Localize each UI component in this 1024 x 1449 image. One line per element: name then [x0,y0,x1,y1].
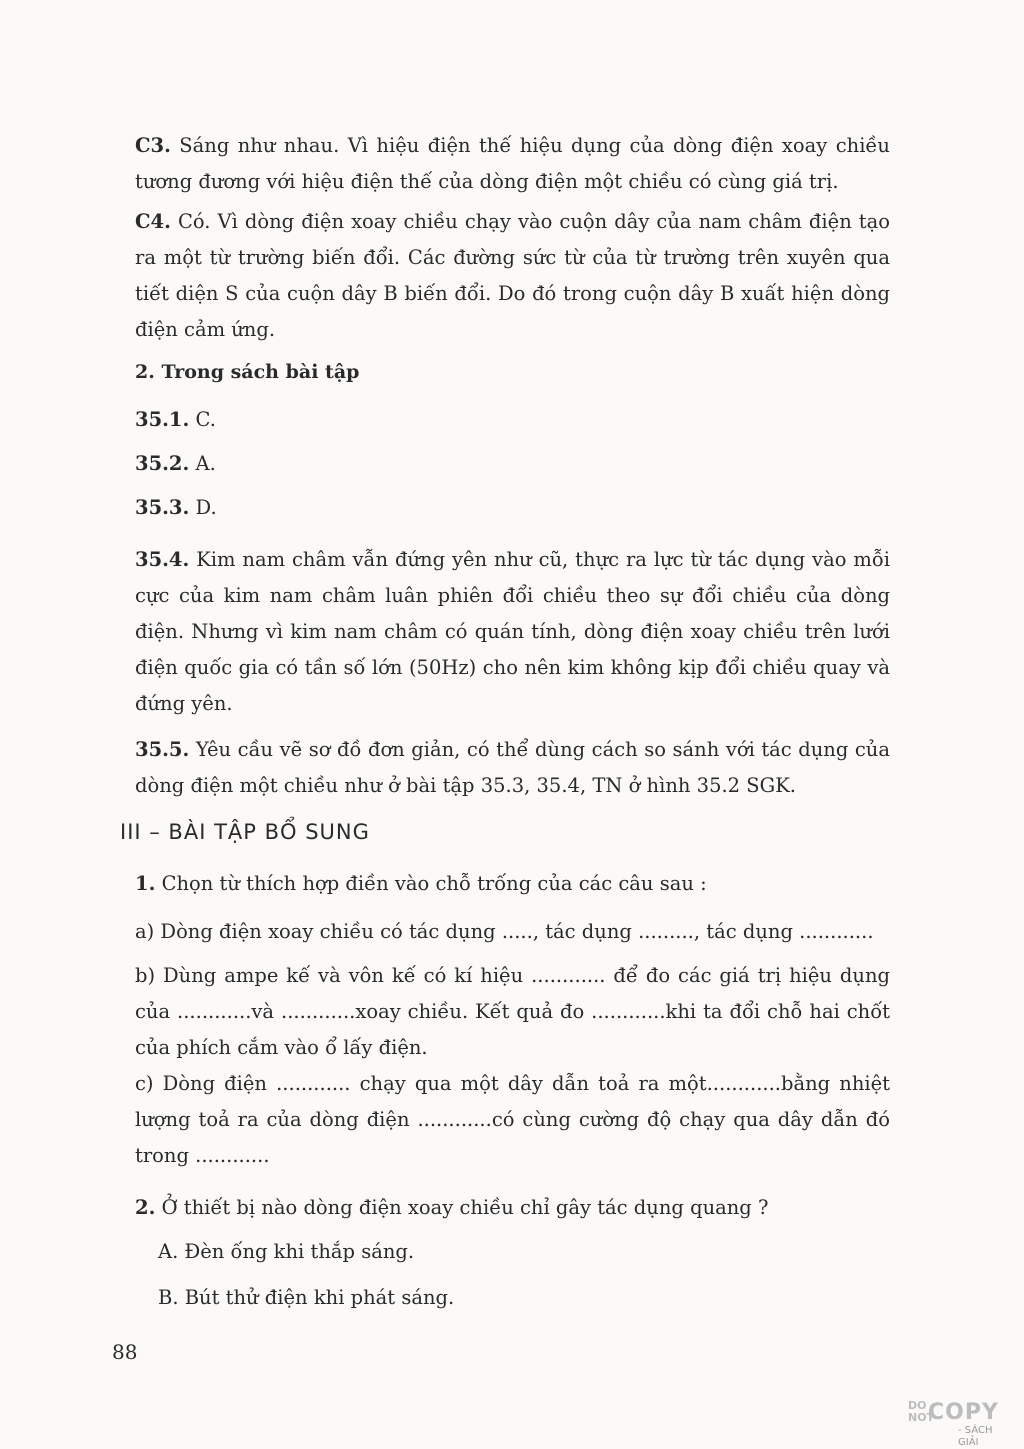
answer-label: C4. [135,210,171,233]
question-1c: c) Dòng điện ............ chạy qua một dây dẫn toả ra một............bằng nhiệt lượng toả ra của dòng điện ............có cùng cường độ chạy qua dây dẫn đó trong ............ [135,1072,890,1167]
answer-text: Yêu cầu vẽ sơ đồ đơn giản, có thể dùng cách so sánh với tác dụng của dòng điện một chiều như ở bài tập 35.3, 35.4, TN ở hình 35.2 SGK. [135,738,890,797]
section-title-supplementary: III – BÀI TẬP BỔ SUNG [120,820,370,844]
question-2-option-a: A. Đèn ống khi thắp sáng. [158,1240,415,1263]
answer-text: Kim nam châm vẫn đứng yên như cũ, thực ra lực từ tác dụng vào mỗi cực của kim nam châm luân phiên đổi chiều theo sự đổi chiều của dòng điện. Nhưng vì kim nam châm có quán tính, dòng điện xoay chiều trên lưới điện quốc gia có tần số lớn (50Hz) cho nên kim không kịp đổi chiều quay và đứng yên. [135,548,891,715]
answer-35-1 [135,402,890,438]
answer-label: 35.5. [135,738,190,761]
answer-text: Có. Vì dòng điện xoay chiều chạy vào cuộn dây của nam châm điện tạo ra một từ trường biến đổi. Các đường sức từ của từ trường trên xuyên qua tiết diện S của cuộn dây B biến đổi. Do đó trong cuộn dây B xuất hiện dòng điện cảm ứng. [135,210,891,341]
answer-label: 35.2. [135,452,190,475]
answer-35-2 [135,446,890,482]
answer-label: 35.4. [135,548,190,571]
question-1b: b) Dùng ampe kế và vôn kế có kí hiệu ............ để đo các giá trị hiệu dụng của ............và ............xoay chiều. Kết quả đo ............khi ta đổi chỗ hai chốt của phích cắm vào ổ lấy điện. [135,964,890,1059]
question-label: 2. [135,1196,156,1219]
watermark-copy: COPY [928,1400,999,1425]
answer-35-4 [135,542,890,722]
question-2 [135,1190,890,1226]
question-2-option-b: B. Bút thử điện khi phát sáng. [158,1286,455,1309]
question-1 [135,866,890,902]
answer-c4 [135,204,890,348]
question-label: 1. [135,872,156,895]
page-number: 88 [112,1340,138,1364]
question-text: Chọn từ thích hợp điền vào chỗ trống của các câu sau : [161,872,707,895]
answer-label: C3. [135,134,171,157]
answer-c3 [135,128,890,200]
answer-text: A. [195,452,216,475]
answer-35-3 [135,490,890,526]
watermark [908,1399,1008,1448]
watermark-brand: - SÁCH GIẢI [958,1425,993,1448]
answer-label: 35.3. [135,496,190,519]
answer-label: 35.1. [135,408,190,431]
watermark-do: DO NOT [908,1399,935,1424]
answer-text: C. [195,408,216,431]
answer-35-5 [135,732,890,804]
question-1a: a) Dòng điện xoay chiều có tác dụng ....., tác dụng ........., tác dụng ............ [135,920,874,943]
answer-text: Sáng như nhau. Vì hiệu điện thế hiệu dụng của dòng điện xoay chiều tương đương với hiệu điện thế của dòng điện một chiều có cùng giá trị. [135,134,890,193]
question-text: Ở thiết bị nào dòng điện xoay chiều chỉ gây tác dụng quang ? [161,1196,769,1219]
section-heading-workbook: 2. Trong sách bài tập [135,361,360,383]
answer-text: D. [195,496,217,519]
